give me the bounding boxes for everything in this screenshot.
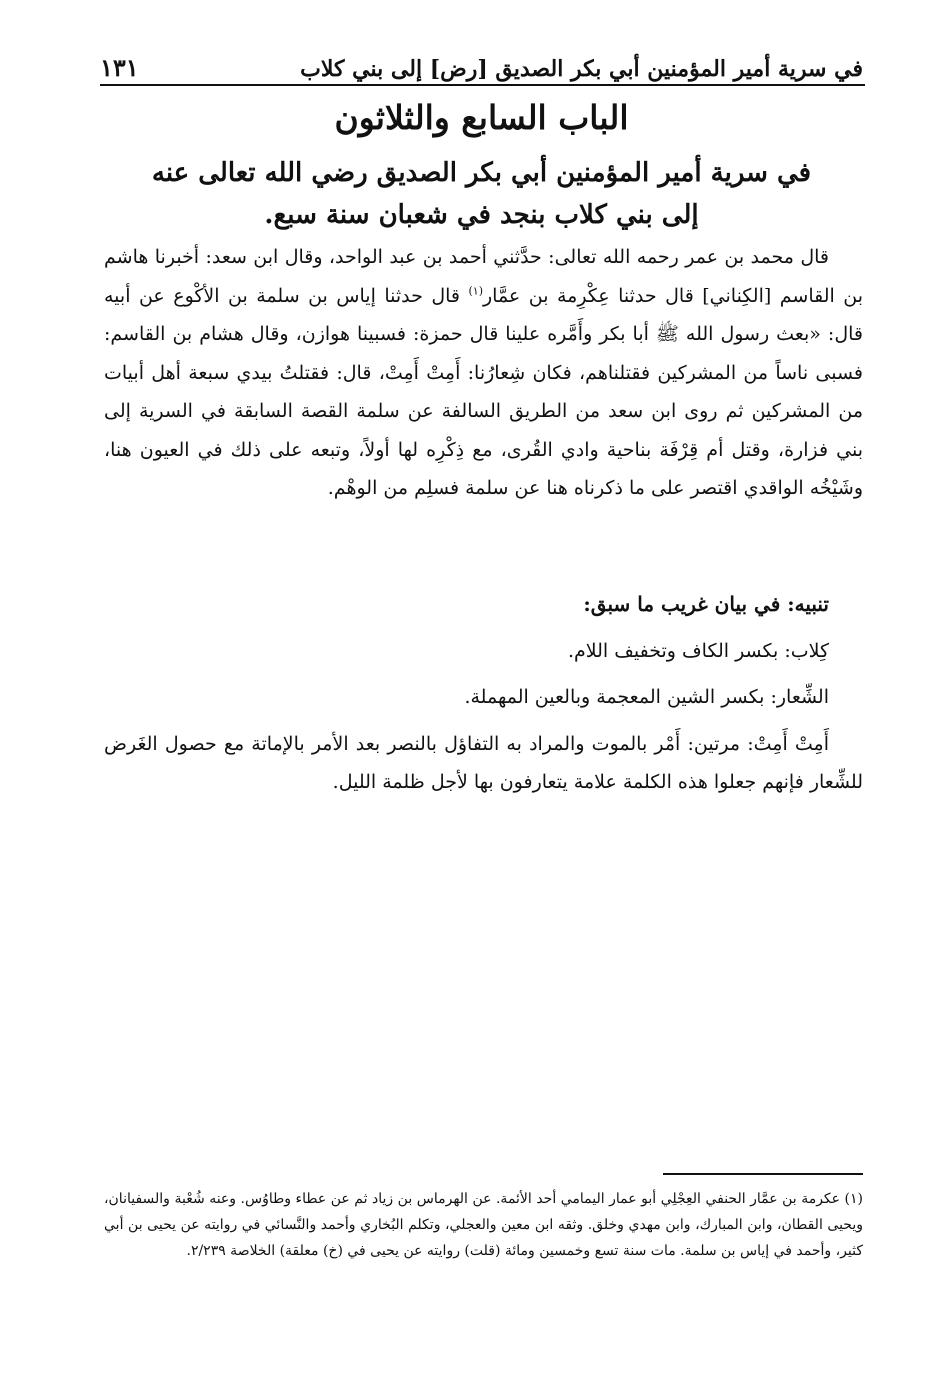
note-kilab: كِلاب: بكسر الكاف وتخفيف اللام. [567,639,829,662]
chapter-subtitle-line-2: إلى بني كلاب بنجد في شعبان سنة سبع. [264,200,699,230]
header-rule [100,84,865,86]
note-amit: أَمِتْ أَمِتْ: مرتين: أَمْر بالموت والمراد به التفاؤل بالنصر بعد الأمر بالإماتة مع حصول الغَرض للشِّعار فإنهم جعلوا هذه الكلمة علامة يتعارفون بها لأجل ظلمة الليل. [104,732,863,793]
paragraph-part-1: قال محمد بن عمر رحمه الله تعالى: حدَّثني أحمد بن عبد الواحد، وقال ابن سعد: أخبرنا هاشم بن القاسم [الكِناني] قال حدثنا عِكْرِمة بن عمَّار [104,246,864,307]
chapter-subtitle-line-1: في سرية أمير المؤمنين أبي بكر الصديق رضي الله تعالى عنه [151,158,812,188]
page-number: ١٣١ [100,53,139,82]
chapter-subtitle [100,152,863,236]
notes-heading: تنبيه: في بيان غريب ما سبق: [583,592,829,616]
glossary-notes [104,585,863,810]
body-text [104,238,863,508]
main-paragraph [104,238,863,508]
chapter-title: الباب السابع والثلاثون [334,98,629,137]
running-header [100,42,863,82]
running-title: في سرية أمير المؤمنين أبي بكر الصديق [رض] إلى بني كلاب [300,56,863,82]
footnote-reference[interactable]: (١) [468,284,483,298]
paragraph-part-2: قال حدثنا إياس بن سلمة بن الأكْوع عن أبيه قال: «بعث رسول الله ﷺ أبا بكر وأَمَّره علينا قال حمزة: فسبينا هوازن، وقال هشام بن القاسم: فسبى ناساً من المشركين فقتلناهم، فكان شِعارُنا: أَمِتْ أَمِتْ، قال: فقتلتُ بيدي سبعة أهل أبيات من المشركين ثم روى ابن سعد من الطريق السالفة عن سلمة القصة السابقة في السرية إلى بني فزارة، وقتل أم قِرْفَة بناحية وادي القُرى، مع ذِكْرِه لها أولاً، وتبعه على ذلك في العيون هنا، وشَيْخُه الواقدي اقتصر على ما ذكرناه هنا عن سلمة فسلِم من الوهْم. [104,284,863,499]
note-shiar: الشِّعار: بكسر الشين المعجمة وبالعين المهملة. [464,686,829,708]
footnote-rule [663,1173,863,1175]
footnote: (١) عكرمة بن عمَّار الحنفي العِجْلِي أبو عمار اليمامي أحد الأئمة. عن الهرماس بن زياد ثم عن عطاء وطاوُس. وعنه شُعْبة والسفيانان، ويحيى القطان، وابن المبارك، وابن مهدي وخلق. وثقه ابن معين والعجلي، وتكلم البُخاري وأحمد والنَّسائي في روايته عن يحيى بن أبي كثير، وأحمد في إياس بن سلمة. مات سنة تسع وخمسين ومائة (قلت) روايته عن يحيى في (خ) معلقة) الخلاصة ٢/٢٣٩. [104,1191,864,1259]
